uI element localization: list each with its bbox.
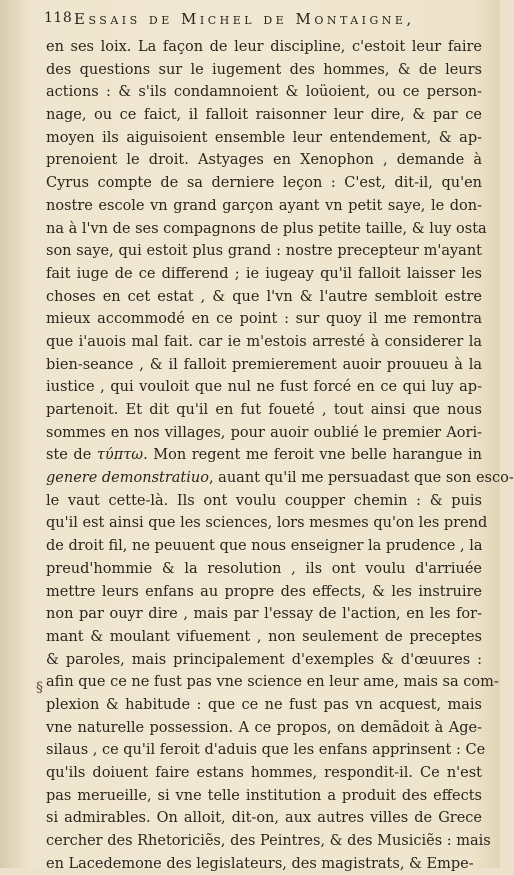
text-line: preud'hommie & la resolution , ils ont voulu d'arriuée (46, 560, 482, 577)
text-line: que i'auois mal fait. car ie m'estois arresté à considerer la (46, 333, 482, 350)
text-line: bien-seance , & il falloit premierement auoir prouueu à la (46, 356, 482, 373)
text-line: Cyrus compte de sa derniere leçon : C'est, dit-il, qu'en (46, 175, 482, 192)
text-line: prenoient le droit. Astyages en Xenophon , demande à (46, 152, 482, 169)
text-line: nostre escole vn grand garçon ayant vn petit saye, le don- (46, 197, 482, 214)
text-line: partenoit. Et dit qu'il en fut foueté , tout ainsi que nous (46, 402, 482, 418)
text-line: silaus , ce qu'il feroit d'aduis que les enfans apprinsent : Ce (46, 742, 486, 759)
text-line: choses en cet estat , & que l'vn & l'autre sembloit estre (46, 288, 482, 305)
text-line: iustice , qui vouloit que nul ne fust forcé en ce qui luy ap- (46, 379, 482, 396)
text-line: qu'ils doiuent faire estans hommes, respondit-il. Ce n'est (46, 765, 482, 781)
page-header (44, 10, 484, 32)
text-line: si admirables. On alloit, dit-on, aux autres villes de Grece (46, 810, 482, 827)
text-line: qu'il est ainsi que les sciences, lors mesmes qu'on les prend (46, 515, 488, 532)
text-line: sommes en nos villages, pour auoir oublié le premier Aori- (46, 424, 482, 441)
text-line: vne naturelle possession. A ce propos, on demãdoit à Age- (46, 719, 482, 736)
text-line: na à l'vn de ses compagnons de plus petite taille, & luy osta (46, 220, 487, 237)
italic-text: genere demonstratiuo (46, 470, 209, 487)
text-line: afin que ce ne fust pas vne science en leur ame, mais sa com- (46, 674, 499, 691)
text-line: en Lacedemone des legislateurs, des magistrats, & Empe- (46, 855, 474, 872)
text-line: de droit fil, ne peuuent que nous enseigner la prudence , la (46, 538, 483, 555)
text-line: mant & moulant vifuement , non seulement de preceptes (46, 628, 482, 645)
text-line: pas merueille, si vne telle institution a produit des effects (46, 787, 482, 804)
text-line: & paroles, mais principalement d'exemples & d'œuures : (46, 651, 482, 668)
text-line: actions : & s'ils condamnoient & loüoient, ou ce person- (46, 84, 482, 101)
running-head: Essais de Michel de Montaigne, (74, 10, 415, 28)
text-line: mieux accommodé en ce point : sur quoy il me remontra (46, 311, 482, 328)
text-line: non par ouyr dire , mais par l'essay de l'action, en les for- (46, 606, 482, 623)
text-line: cercher des Rhetoriciẽs, des Peintres, & des Musiciẽs : mais (46, 833, 491, 850)
text-line: son saye, qui estoit plus grand : nostre precepteur m'ayant (46, 243, 482, 260)
text-line (46, 444, 482, 467)
text-line: moyen ils aiguisoient ensemble leur entendement, & ap- (46, 129, 482, 146)
text-line: en ses loix. La façon de leur discipline, c'estoit leur faire (46, 39, 482, 55)
page-number: 118 (44, 10, 73, 26)
text-line: plexion & habitude : que ce ne fust pas vn acquest, mais (46, 696, 482, 713)
margin-mark: § (36, 680, 43, 696)
text-segment: . Mon regent me feroit vne belle harangue in (143, 447, 483, 464)
text-segment: ste de (46, 447, 97, 464)
italic-text: τύπτω (96, 447, 144, 464)
text-line: nage, ou ce faict, il falloit raisonner leur dire, & par ce (46, 107, 482, 124)
text-line: fait iuge de ce differend ; ie iugeay qu'il falloit laisser les (46, 265, 482, 282)
body-text (46, 36, 514, 875)
text-line (46, 467, 514, 490)
text-line: le vaut cette-là. Ils ont voulu coupper chemin : & puis (46, 492, 482, 509)
text-line: mettre leurs enfans au propre des effects, & les instruire (46, 583, 482, 600)
text-line: des questions sur le iugement des hommes, & de leurs (46, 61, 482, 78)
text-segment: , auant qu'il me persuadast que son esco- (208, 470, 514, 487)
